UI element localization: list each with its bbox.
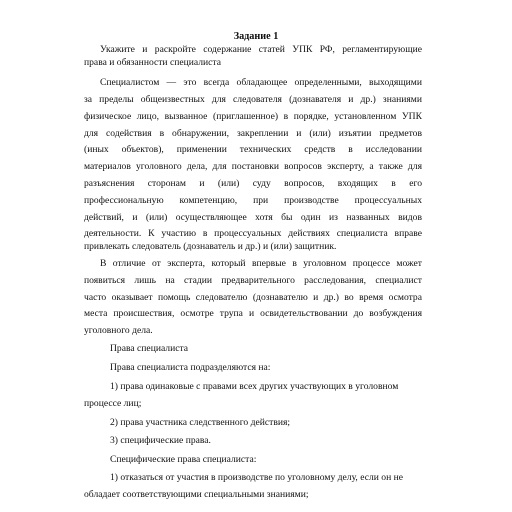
section-heading: Права специалиста [110, 343, 189, 354]
paragraph-line: права и обязанности специалиста [84, 57, 221, 68]
list-item: 3) специфические права. [110, 435, 211, 446]
paragraph-line: материалов уголовного дела, для постановки вопросов эксперту, а также для [84, 161, 422, 172]
list-item: 2) права участника следственного действия; [110, 417, 291, 428]
paragraph-line: действий, и (или) осуществляющее хотя бы один из названных видов [84, 212, 422, 223]
document-title: Задание 1 [233, 31, 279, 42]
paragraph-line: для содействия в обнаружении, закреплении и (или) изъятии предметов [84, 128, 422, 139]
paragraph-line: разъяснения сторонам и (или) суду вопросов, входящих в его [84, 178, 422, 189]
paragraph-line: Права специалиста подразделяются на: [110, 362, 271, 373]
paragraph-line: (иных объектов), применении технических средств в исследовании [84, 144, 422, 155]
paragraph-line: появиться лишь на стадии предварительного расследования, специалист [84, 275, 422, 286]
paragraph-line: уголовного дела. [84, 325, 153, 336]
paragraph-line: часто оказывает помощь следователю (дознавателю и др.) во время осмотра [84, 292, 422, 303]
paragraph-line: деятельности. К участию в процессуальных действиях специалиста вправе [84, 228, 422, 239]
list-item-continuation: процессе лиц; [84, 398, 142, 409]
list-item-continuation: обладает соответствующими специальными знаниями; [84, 489, 309, 500]
paragraph-line: профессиональную компетенцию, при производстве процессуальных [84, 195, 422, 206]
paragraph-line: физическое лицо, вызванное (приглашенное) в порядке, установленном УПК [84, 111, 422, 122]
paragraph-line: Специфические права специалиста: [110, 454, 257, 465]
paragraph-line: привлекать следователь (дознаватель и др.) и (или) защитник. [84, 241, 337, 252]
paragraph-line: за пределы общеизвестных для следователя (дознавателя и др.) знаниями [84, 94, 422, 105]
paragraph-line: В отличие от эксперта, который впервые в уголовном процессе может [100, 258, 422, 269]
paragraph-line: Укажите и раскройте содержание статей УПК РФ, регламентирующие [100, 44, 422, 55]
paragraph-line: места происшествия, осмотре трупа и освидетельствовании до возбуждения [84, 308, 422, 319]
list-item: 1) отказаться от участия в производстве по уголовному делу, если он не [110, 472, 404, 483]
paragraph-line: Специалистом — это всегда обладающее определенными, выходящими [100, 77, 422, 88]
list-item: 1) права одинаковые с правами всех других участвующих в уголовном [110, 381, 399, 392]
